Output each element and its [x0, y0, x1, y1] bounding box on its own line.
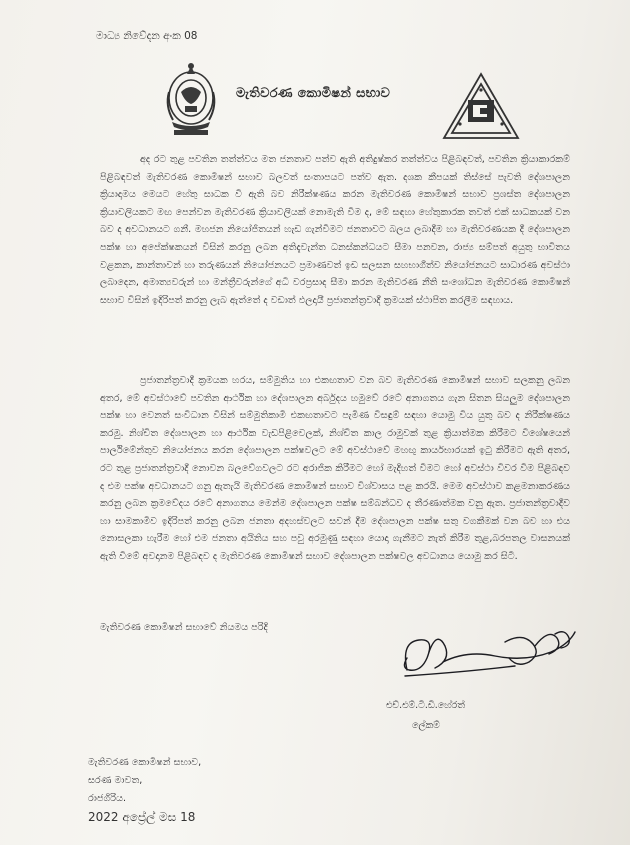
national-emblem-icon	[160, 62, 222, 142]
signer-name: එච්.එම්.ටී.ඩී.හේරත්	[386, 700, 465, 711]
page-title: මැතිවරණ කොමිෂන් සභාව	[236, 86, 391, 101]
media-release-number: මාධ්‍ය නිවේදන අංක 08	[96, 30, 198, 42]
body-paragraph-1: අද රට තුළ පවතින තත්ත්වය මත ජනතාව පත්ව ඇති අතිදුෂ්කර තත්ත්වය පිළිබඳවත්, පවතින ක්‍රියාකාරකම් පිළිබඳවත් මැතිවරණ කොමිෂන් සභාව බලවත් සංතාපයට පත්ව ඇත. දශක කීපයක් තිස්සේ පැවති දේශපාලන ක්‍රියාදාමය මෙයට හේතු සාධක වී ඇති බව නිරීක්ෂණය කරන මැතිවරණ කොමිෂන් සභාව ප්‍රශස්ත දේශපාලන ක්‍රියාවලියකට මඟ පෙන්වන මැතිවරණ ක්‍රියාවලියක් නොමැති වීම ද, මේ සඳහා හේතුකාරක තවත් එක් සාධකයක් වන බව ද අවධානයට ගනී. මහජන නියෝජිතයන් හැඩ ගැන්වීමට ජනතාවට බලය ලබාදීම හා මැතිවරණයක දී දේශපාලන පක්ෂ හා අපේක්ෂකයන් විසින් කරනු ලබන අතිදැවැන්ත ධනස්කන්ධයට සීමා පනවන, රාජ්‍ය සම්පත් අයුතු භාවිතය වළකන, කාන්තාවන් හා තරුණයන් නියෝජනයට ප්‍රමාණවත් ඉඩ සලසන සහභාගීත්ව නියෝජනයට සාධාරණ අවස්ථා ලබාදෙන, අමාත්‍යවරුන් හා මන්ත්‍රීවරුන්ගේ අධි වරප්‍රසාද සීමා කරන මැතිවරණ නීති සංශෝධන මැතිවරණ කොමිෂන් සභාව විසින් ඉදිරිපත් කරනු ලැබ ඇත්තේ ද වඩාත් ඵලදායී ප්‍රජාතන්ත්‍රවාදී ක්‍රමයක් ස්ථාපිත කරලීම සඳහාය.	[100, 154, 570, 306]
address-line: රාජගිරිය.	[88, 793, 127, 804]
signature	[385, 612, 595, 692]
signer-title: ලේකම්	[412, 720, 440, 731]
document-date: 2022 අප්‍රේල් මස 18	[88, 810, 196, 824]
closing-line: මැතිවරණ කොමිෂන් සභාවේ නියමය පරිදි	[100, 622, 268, 633]
election-commission-logo-icon	[440, 70, 522, 142]
address-block	[88, 754, 201, 826]
body-paragraph-2: ප්‍රජාතන්ත්‍රවාදී ක්‍රමයක හරය, සම්මුතිය හා එකඟතාව වන බව මැතිවරණ කොමිෂන් සභාව සලකනු ලබන අතර, මේ අවස්ථාවේ පවතින ආර්ථික හා දේශපාලන අර්බුදය හමුවේ රටේ අනාගතය ගැන සිතන සියලුම දේශපාලන පක්ෂ හා වෙනත් සංවිධාන විසින් සම්මුතිකාමී එකඟතාවට පැමිණ විසඳුම් සඳහා යොමු විය යුතු බව ද නිරීක්ෂණය කරමු. නිශ්චිත දේශපාලන හා ආර්ථික වැඩපිළිවෙලක්, නිශ්චිත කාල රාමුවක් තුළ ක්‍රියාත්මක කිරීමට විශේෂයෙන් පාර්ලිමේන්තුව නියෝජනය කරන දේශපාලන පක්ෂවලට මේ අවස්ථාවේ මහඟු කාර්යභාරයක් ඉටු කිරීමට ඇති අතර, රට තුළ ප්‍රජාතන්ත්‍රවාදී නොවන බලවේගවලට රට අරාජික කිරීමට හෝ මැදිහත් වීමට හෝ අවස්ථා විවර වීම පිළිබඳව ද එම පක්ෂ අවධානයට ගනු ඇතැයි මැතිවරණ කොමිෂන් සභාව විශ්වාසය පළ කරයි. මෙම අවස්ථාව කළමනාකරණය කරනු ලබන ක්‍රමවේදය රටේ අනාගතය මෙන්ම දේශපාලන පක්ෂ සම්බන්ධව ද තීරණාත්මක වනු ඇත. ප්‍රජාතන්ත්‍රවාදීව හා සාමකාමීව ඉදිරිපත් කරනු ලබන ජනතා අදහස්වලට සවන් දීම දේශපාලන පක්ෂ සතු වගකීමක් වන බව හා එය නොසලකා හැරීම හෝ එම ජනතා අයිතිය සහ පවු අරමුණු සඳහා යොදා ගැනීමට නැත් කිරීම තුළ,බරපතල වාසනයක් ඇති වීමේ අවදානම පිළිබඳව ද මැතිවරණ කොමිෂන් සභාව දේශපාලන පක්ෂවල අවධානය යොමු කර සිටී.	[100, 375, 570, 562]
address-line: සරණ මාවත,	[88, 775, 143, 786]
address-line: මැතිවරණ කොමිෂන් සභාව,	[88, 757, 202, 768]
